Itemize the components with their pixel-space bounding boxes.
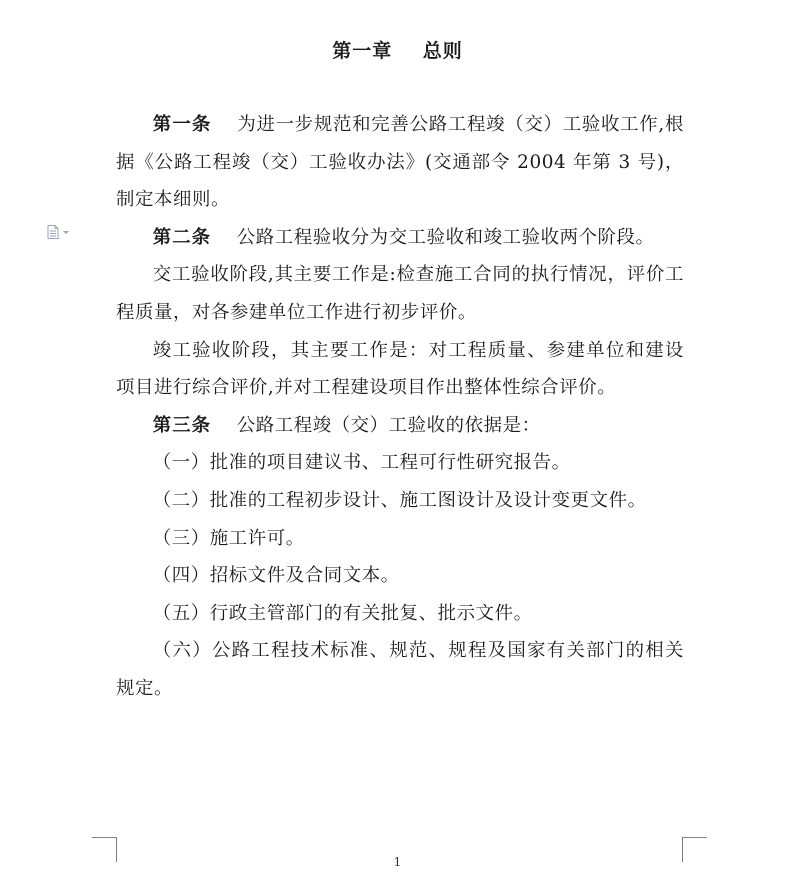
document-paragraph-icon[interactable]: [47, 225, 73, 239]
article-label: 第二条: [152, 226, 211, 248]
paragraph-text: 为进一步规范和完善公路工程竣（交）工验收工作,根据《公路工程竣（交）工验收办法》(交通部令 2004 年第 3 号)，制定本细则。: [116, 114, 684, 211]
paragraph-text: （五）行政主管部门的有关批复、批示文件。: [152, 602, 533, 624]
list-item-3: [116, 520, 684, 558]
article-label: 第一条: [152, 114, 212, 135]
list-item-5: [116, 595, 684, 633]
article-label: 第三条: [152, 414, 211, 436]
page-number: 1: [393, 855, 402, 869]
paragraph-completion-acceptance: [116, 332, 684, 407]
paragraph-text: （三）施工许可。: [152, 527, 305, 549]
paragraph-text: （二）批准的工程初步设计、施工图设计及设计变更文件。: [152, 489, 647, 511]
paragraph-text: 交工验收阶段,其主要工作是:检查施工合同的执行情况，评价工程质量，对各参建单位工作进行初步评价。: [116, 264, 684, 323]
paragraph-handover-acceptance: [116, 256, 684, 331]
list-item-6: [116, 632, 684, 707]
paragraph-article-2: [116, 219, 684, 257]
paragraph-text: （一）批准的项目建议书、工程可行性研究报告。: [152, 452, 571, 474]
list-item-4: [116, 557, 684, 595]
paragraph-text: （四）招标文件及合同文本。: [152, 565, 400, 587]
paragraph-text: （六）公路工程技术标准、规范、规程及国家有关部门的相关规定。: [116, 640, 684, 699]
paragraph-text: 公路工程竣（交）工验收的依据是：: [236, 414, 541, 436]
paragraph-article-3: [116, 407, 684, 445]
paragraph-text: 竣工验收阶段，其主要工作是：对工程质量、参建单位和建设项目进行综合评价,并对工程建设项目作出整体性综合评价。: [116, 339, 684, 399]
document-body: [116, 106, 684, 708]
list-item-2: [116, 482, 684, 520]
paragraph-article-1: [116, 106, 684, 219]
chapter-title: 第一章 总则: [332, 40, 463, 62]
list-item-1: [116, 444, 684, 482]
paragraph-text: 公路工程验收分为交工验收和竣工验收两个阶段。: [236, 226, 655, 248]
